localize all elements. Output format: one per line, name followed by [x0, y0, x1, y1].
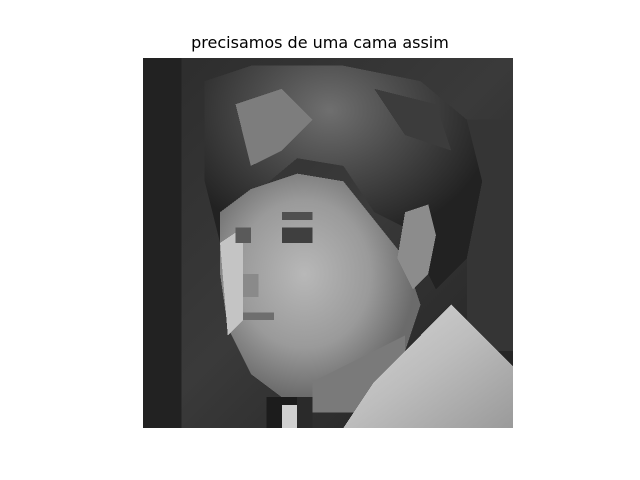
- left-dark-edge: [143, 58, 182, 428]
- collar-dark: [297, 397, 312, 428]
- far-eye: [236, 228, 251, 243]
- image-raster: [143, 58, 513, 428]
- eye: [282, 228, 313, 243]
- mouth: [243, 312, 274, 320]
- grayscale-face-image: [143, 58, 513, 428]
- nose-shadow: [243, 274, 258, 297]
- eyebrow: [282, 212, 313, 220]
- figure-title: precisamos de uma cama assim: [191, 33, 449, 52]
- collar-highlight: [282, 405, 297, 428]
